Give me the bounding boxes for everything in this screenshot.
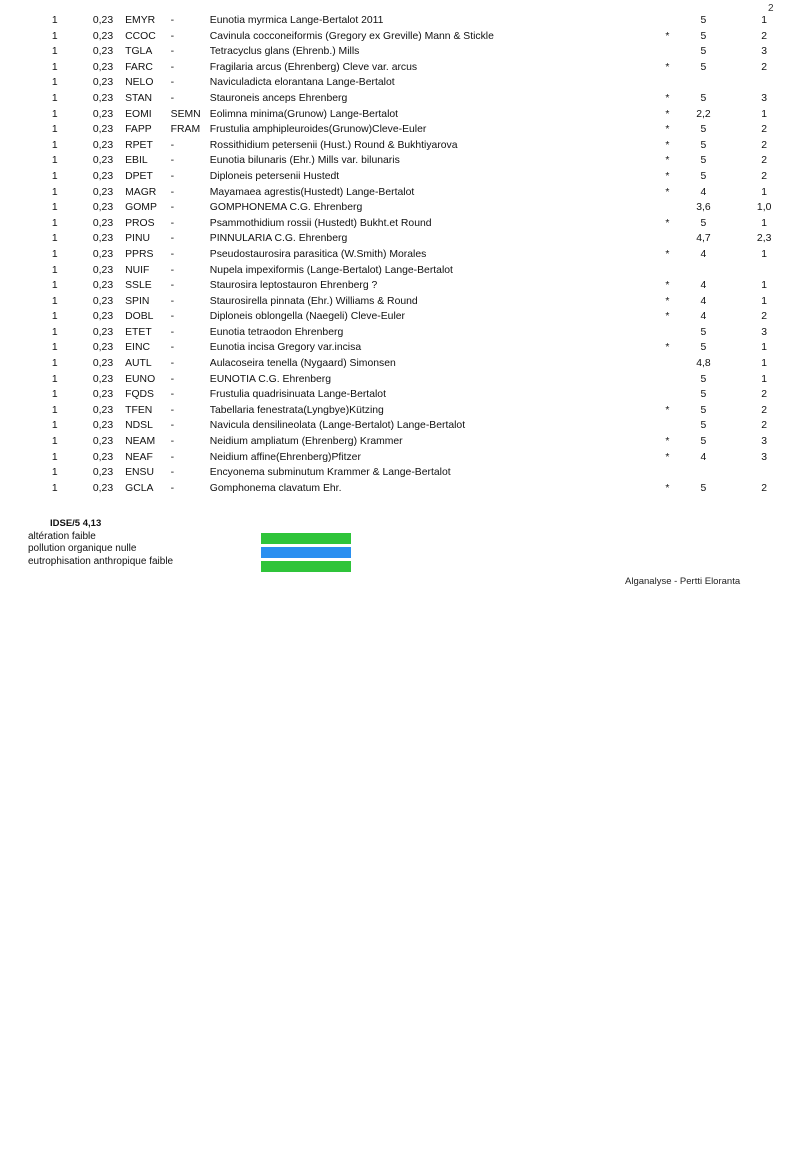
row-indicator-value [734,75,794,91]
row-indicator-star [662,231,672,247]
row-synonym-code: - [170,77,175,89]
row-indicator-star: * [665,170,670,182]
row-percent: 0,23 [92,124,114,136]
row-code: MAGR [125,186,157,198]
row-synonym-code: - [170,30,175,42]
row-count: 1 [51,451,58,463]
row-sensitivity: 5 [700,92,707,104]
row-sensitivity: 5 [700,170,707,182]
row-percent: 0,23 [92,326,114,338]
row-sensitivity: 4,8 [696,358,711,370]
row-indicator-star: * [665,311,670,323]
alteration-bar [261,533,351,544]
table-row [0,309,794,325]
row-count: 1 [51,280,58,292]
row-percent: 0,23 [92,46,114,58]
row-taxon-name: Tabellaria fenestrata(Lyngbye)Kützing [209,404,384,416]
row-code: CCOC [125,30,156,42]
row-synonym-code: - [170,326,175,338]
row-indicator-value: 2 [761,389,768,401]
row-indicator-star [662,356,672,372]
table-row [0,153,794,169]
taxa-table [0,13,794,496]
row-count: 1 [51,46,58,58]
table-row [0,294,794,310]
row-indicator-star: * [665,248,670,260]
row-synonym-code: - [170,264,175,276]
row-code: SPIN [125,295,150,307]
idse-summary [28,518,173,568]
row-synonym-code: - [170,373,175,385]
row-count: 1 [51,342,58,354]
row-code: PPRS [125,248,154,260]
row-percent: 0,23 [92,482,114,494]
row-indicator-value: 1 [761,342,768,354]
table-row [0,356,794,372]
row-count: 1 [51,155,58,167]
row-code: EINC [125,342,150,354]
row-synonym-code: - [170,420,175,432]
row-synonym-code: - [170,155,175,167]
row-sensitivity: 2,2 [696,108,711,120]
row-synonym-code: - [170,46,175,58]
row-code: FQDS [125,389,154,401]
row-indicator-value: 1 [761,373,768,385]
table-row [0,138,794,154]
row-taxon-name: Gomphonema clavatum Ehr. [209,482,342,494]
row-synonym-code: - [170,467,175,479]
row-taxon-name: Aulacoseira tenella (Nygaard) Simonsen [209,358,396,370]
row-count: 1 [51,15,58,26]
row-indicator-star: * [665,295,670,307]
row-count: 1 [51,326,58,338]
row-indicator-value: 3 [761,436,768,448]
row-taxon-name: Diploneis oblongella (Naegeli) Cleve-Euler [209,311,405,323]
row-percent: 0,23 [92,404,114,416]
row-indicator-star: * [665,186,670,198]
row-taxon-name: Nupela impexiformis (Lange-Bertalot) Lange-Bertalot [209,264,453,276]
row-percent: 0,23 [92,186,114,198]
row-count: 1 [51,61,58,73]
row-sensitivity: 5 [700,404,707,416]
table-row [0,169,794,185]
row-percent: 0,23 [92,30,114,42]
row-code: RPET [125,139,153,151]
row-sensitivity: 5 [700,482,707,494]
table-row [0,107,794,123]
row-sensitivity: 5 [700,139,707,151]
row-count: 1 [51,30,58,42]
table-row [0,372,794,388]
row-taxon-name: Pseudostaurosira parasitica (W.Smith) Morales [209,248,427,260]
eutrophisation-bar [261,561,351,572]
table-row [0,247,794,263]
table-row [0,44,794,60]
row-percent: 0,23 [92,233,114,245]
row-sensitivity: 5 [700,326,707,338]
row-percent: 0,23 [92,108,114,120]
row-taxon-name: Frustulia quadrisinuata Lange-Bertalot [209,389,386,401]
row-sensitivity: 5 [700,15,707,26]
row-percent: 0,23 [92,92,114,104]
row-indicator-value: 1 [761,108,768,120]
row-count: 1 [51,77,58,89]
row-code: NUIF [125,264,150,276]
row-indicator-value: 2 [761,139,768,151]
row-indicator-value: 2 [761,404,768,416]
table-row [0,465,794,481]
table-row [0,263,794,279]
row-indicator-value: 2,3 [756,233,772,245]
row-indicator-star: * [665,404,670,416]
table-row [0,185,794,201]
row-synonym-code: - [170,436,175,448]
row-sensitivity: 4 [700,311,707,323]
row-count: 1 [51,233,58,245]
row-code: TFEN [125,404,153,416]
row-code: TGLA [125,46,153,58]
row-code: ETET [125,326,152,338]
row-taxon-name: Neidium ampliatum (Ehrenberg) Krammer [209,436,403,448]
quality-bars [261,533,351,575]
row-taxon-name: Eunotia myrmica Lange-Bertalot 2011 [209,15,384,26]
row-taxon-name: Eolimna minima(Grunow) Lange-Bertalot [209,108,399,120]
row-percent: 0,23 [92,280,114,292]
row-sensitivity: 5 [700,155,707,167]
row-synonym-code: - [170,342,175,354]
row-percent: 0,23 [92,264,114,276]
row-sensitivity: 4,7 [696,233,711,245]
row-count: 1 [51,389,58,401]
table-row [0,91,794,107]
row-indicator-star: * [665,92,670,104]
row-count: 1 [51,482,58,494]
row-synonym-code: - [170,61,175,73]
row-code: EOMI [125,108,152,120]
row-percent: 0,23 [92,373,114,385]
row-indicator-value [734,263,794,279]
row-synonym-code: - [170,311,175,323]
table-row [0,340,794,356]
row-percent: 0,23 [92,467,114,479]
row-indicator-value: 2 [761,124,768,136]
row-synonym-code: - [170,217,175,229]
idse-score: IDSE/5 4,13 [50,518,102,529]
row-sensitivity: 4 [700,248,707,260]
table-row [0,403,794,419]
row-count: 1 [51,264,58,276]
row-percent: 0,23 [92,139,114,151]
row-percent: 0,23 [92,420,114,432]
row-sensitivity: 5 [700,389,707,401]
row-indicator-value: 2 [761,311,768,323]
row-code: DOBL [125,311,154,323]
row-synonym-code: - [170,92,175,104]
row-synonym-code: - [170,15,175,26]
row-indicator-star [662,465,672,481]
row-percent: 0,23 [92,202,114,214]
row-code: EUNO [125,373,156,385]
row-indicator-star: * [665,155,670,167]
row-indicator-value: 3 [761,46,768,58]
row-taxon-name: Encyonema subminutum Krammer & Lange-Bertalot [209,467,451,479]
table-row [0,75,794,91]
row-percent: 0,23 [92,155,114,167]
row-count: 1 [51,92,58,104]
row-sensitivity: 5 [700,124,707,136]
row-sensitivity [673,75,735,91]
table-row [0,450,794,466]
row-percent: 0,23 [92,77,114,89]
row-indicator-star [662,44,672,60]
table-row [0,481,794,497]
row-code: GCLA [125,482,154,494]
row-sensitivity: 5 [700,30,707,42]
row-synonym-code: - [170,404,175,416]
table-row [0,60,794,76]
row-sensitivity [673,263,735,279]
row-count: 1 [51,186,58,198]
pollution-bar [261,547,351,558]
row-code: SSLE [125,280,152,292]
row-indicator-value: 1 [761,186,768,198]
row-indicator-value: 1 [761,217,768,229]
summary-line-pollution: pollution organique nulle [28,543,137,554]
row-taxon-name: Rossithidium petersenii (Hust.) Round & Bukhtiyarova [209,139,458,151]
row-indicator-star [662,325,672,341]
row-code: DPET [125,170,153,182]
row-code: EBIL [125,155,148,167]
row-percent: 0,23 [92,170,114,182]
row-taxon-name: Eunotia tetraodon Ehrenberg [209,326,344,338]
row-sensitivity: 3,6 [696,202,711,214]
row-taxon-name: EUNOTIA C.G. Ehrenberg [209,373,332,385]
row-count: 1 [51,108,58,120]
row-taxon-name: Fragilaria arcus (Ehrenberg) Cleve var. arcus [209,61,418,73]
row-count: 1 [51,404,58,416]
row-synonym-code: - [170,280,175,292]
row-synonym-code: - [170,233,175,245]
row-indicator-value: 2 [761,170,768,182]
row-indicator-value: 3 [761,451,768,463]
row-percent: 0,23 [92,61,114,73]
row-synonym-code: - [170,139,175,151]
row-indicator-value [734,465,794,481]
table-row [0,231,794,247]
row-sensitivity: 4 [700,186,707,198]
row-indicator-value: 1 [761,15,768,26]
row-percent: 0,23 [92,389,114,401]
row-taxon-name: Eunotia incisa Gregory var.incisa [209,342,362,354]
row-indicator-star [662,75,672,91]
row-indicator-star [662,372,672,388]
row-indicator-star: * [665,124,670,136]
row-count: 1 [51,311,58,323]
row-taxon-name: Psammothidium rossii (Hustedt) Bukht.et Round [209,217,432,229]
row-indicator-value: 3 [761,326,768,338]
row-taxon-name: GOMPHONEMA C.G. Ehrenberg [209,202,363,214]
row-percent: 0,23 [92,248,114,260]
row-synonym-code: - [170,170,175,182]
row-indicator-value: 1 [761,358,768,370]
row-percent: 0,23 [92,358,114,370]
row-indicator-star [662,200,672,216]
row-taxon-name: Naviculadicta elorantana Lange-Bertalot [209,77,395,89]
row-taxon-name: Navicula densilineolata (Lange-Bertalot) Lange-Bertalot [209,420,466,432]
row-percent: 0,23 [92,436,114,448]
table-row [0,418,794,434]
row-synonym-code: - [170,451,175,463]
row-indicator-star [662,387,672,403]
table-row [0,216,794,232]
row-indicator-value: 1 [761,248,768,260]
row-code: NDSL [125,420,153,432]
row-taxon-name: Frustulia amphipleuroides(Grunow)Cleve-Euler [209,124,427,136]
row-count: 1 [51,202,58,214]
row-count: 1 [51,295,58,307]
row-code: FAPP [125,124,152,136]
table-row [0,434,794,450]
row-synonym-code: SEMN [170,108,201,120]
table-row [0,122,794,138]
row-indicator-star: * [665,342,670,354]
row-indicator-value: 1 [761,295,768,307]
row-indicator-star: * [665,482,670,494]
row-count: 1 [51,124,58,136]
row-percent: 0,23 [92,311,114,323]
row-sensitivity: 5 [700,436,707,448]
row-code: GOMP [125,202,157,214]
row-indicator-star: * [665,280,670,292]
row-sensitivity: 5 [700,217,707,229]
table-row [0,278,794,294]
row-count: 1 [51,373,58,385]
row-code: AUTL [125,358,152,370]
table-row [0,13,794,29]
row-indicator-value: 2 [761,155,768,167]
row-indicator-star [662,418,672,434]
row-code: NEAM [125,436,156,448]
row-taxon-name: Neidium affine(Ehrenberg)Pfitzer [209,451,361,463]
row-taxon-name: Stauroneis anceps Ehrenberg [209,92,348,104]
row-sensitivity: 5 [700,46,707,58]
row-sensitivity [673,465,735,481]
row-percent: 0,23 [92,15,114,26]
row-indicator-star [662,13,672,29]
row-taxon-name: Staurosirella pinnata (Ehr.) Williams & Round [209,295,418,307]
row-taxon-name: Tetracyclus glans (Ehrenb.) Mills [209,46,360,58]
row-synonym-code: - [170,482,175,494]
row-count: 1 [51,436,58,448]
row-synonym-code: - [170,248,175,260]
summary-line-eutrophisation: eutrophisation anthropique faible [28,555,174,567]
row-code: NEAF [125,451,153,463]
row-code: PROS [125,217,155,229]
row-indicator-value: 2 [761,482,768,494]
row-percent: 0,23 [92,295,114,307]
row-code: FARC [125,61,153,73]
row-count: 1 [51,170,58,182]
row-synonym-code: - [170,358,175,370]
row-taxon-name: Eunotia bilunaris (Ehr.) Mills var. bilunaris [209,155,400,167]
row-count: 1 [51,420,58,432]
row-indicator-star: * [665,61,670,73]
row-code: NELO [125,77,154,89]
row-count: 1 [51,358,58,370]
row-sensitivity: 5 [700,342,707,354]
lab-credit: Alganalyse - Pertti Eloranta [625,576,741,587]
row-taxon-name: Mayamaea agrestis(Hustedt) Lange-Bertalot [209,186,415,198]
row-sensitivity: 5 [700,373,707,385]
row-indicator-value: 2 [761,420,768,432]
table-row [0,200,794,216]
row-code: STAN [125,92,153,104]
page-number: 2 [768,3,774,14]
row-synonym-code: FRAM [170,124,201,136]
row-indicator-star: * [665,139,670,151]
row-taxon-name: Staurosira leptostauron Ehrenberg ? [209,280,378,292]
row-indicator-value: 2 [761,61,768,73]
row-count: 1 [51,139,58,151]
row-indicator-value: 3 [761,92,768,104]
row-indicator-value: 2 [761,30,768,42]
row-sensitivity: 4 [700,280,707,292]
row-sensitivity: 5 [700,420,707,432]
row-indicator-star [662,263,672,279]
row-sensitivity: 4 [700,451,707,463]
row-code: ENSU [125,467,154,479]
row-indicator-star: * [665,108,670,120]
row-taxon-name: PINNULARIA C.G. Ehrenberg [209,233,348,245]
summary-line-alteration: altération faible [28,530,96,542]
table-row [0,29,794,45]
row-percent: 0,23 [92,342,114,354]
row-indicator-value: 1,0 [756,202,772,214]
row-indicator-star: * [665,436,670,448]
table-row [0,387,794,403]
row-indicator-star: * [665,217,670,229]
row-count: 1 [51,467,58,479]
row-synonym-code: - [170,389,175,401]
row-count: 1 [51,248,58,260]
row-count: 1 [51,217,58,229]
row-code: EMYR [125,15,156,26]
row-percent: 0,23 [92,217,114,229]
row-sensitivity: 4 [700,295,707,307]
table-row [0,325,794,341]
row-sensitivity: 5 [700,61,707,73]
row-synonym-code: - [170,295,175,307]
row-percent: 0,23 [92,451,114,463]
row-indicator-star: * [665,30,670,42]
row-synonym-code: - [170,186,175,198]
row-taxon-name: Cavinula cocconeiformis (Gregory ex Greville) Mann & Stickle [209,30,494,42]
row-indicator-value: 1 [761,280,768,292]
row-code: PINU [125,233,150,245]
row-synonym-code: - [170,202,175,214]
row-taxon-name: Diploneis petersenii Hustedt [209,170,340,182]
row-indicator-star: * [665,451,670,463]
